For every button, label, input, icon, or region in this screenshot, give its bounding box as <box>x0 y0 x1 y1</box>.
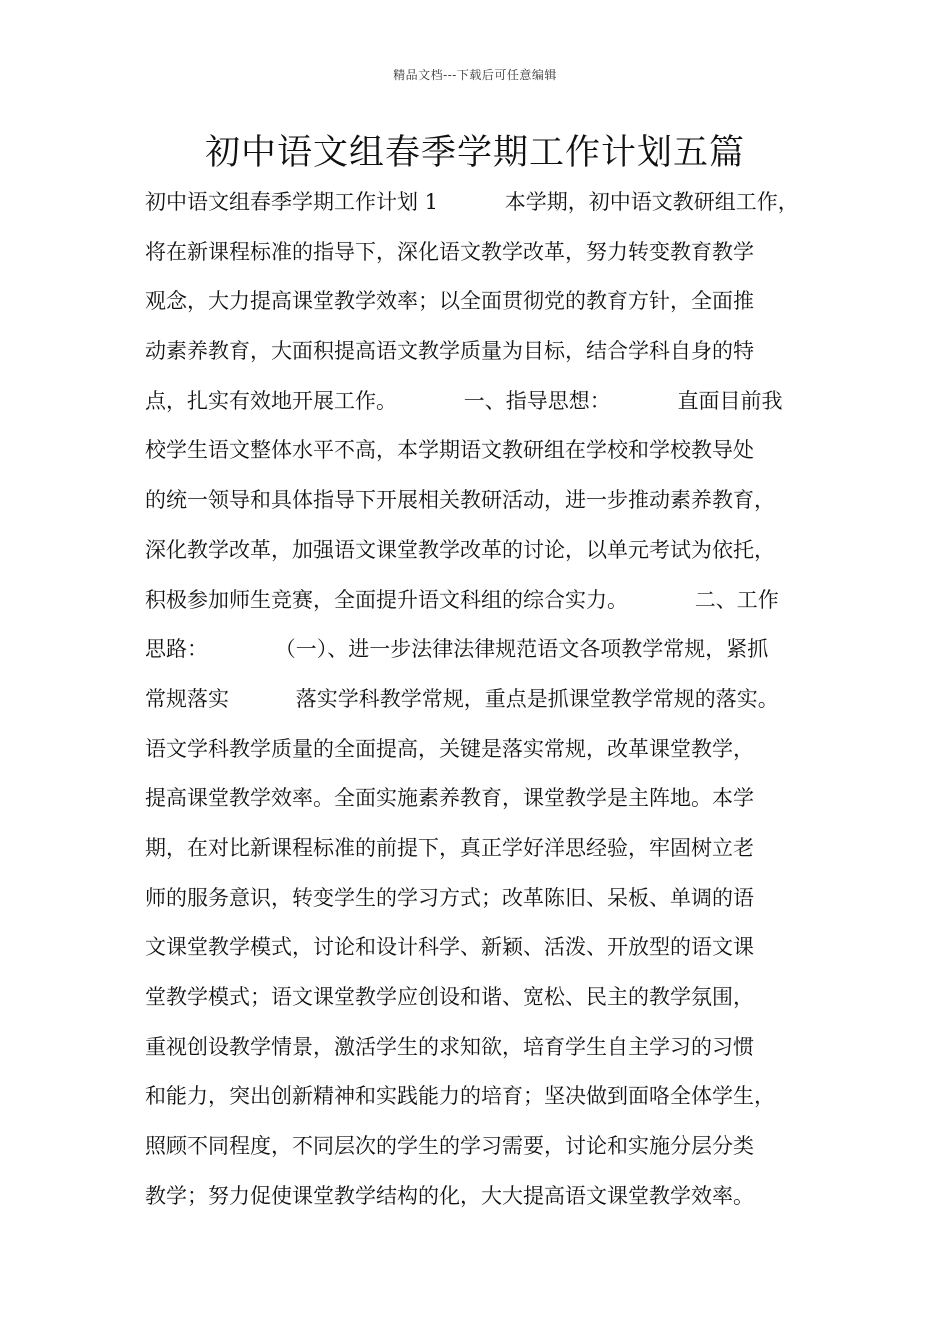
body-line: 照顾不同程度，不同层次的学生的学习需要，讨论和实施分层分类 <box>145 1134 754 1159</box>
body-line: 和能力，突出创新精神和实践能力的培育；坚决做到面咯全体学生， <box>145 1084 775 1109</box>
body-line: 文课堂教学模式，讨论和设计科学、新颖、活泼、开放型的语文课 <box>145 935 754 960</box>
body-line: 堂教学模式；语文课堂教学应创设和谐、宽松、民主的教学氛围， <box>145 985 754 1009</box>
body-line: 深化教学改革，加强语文课堂教学改革的讨论，以单元考试为依托， <box>145 537 775 562</box>
header-note: 精品文档---下载后可任意编辑 <box>393 68 557 82</box>
body-line: 观念，大力提高课堂教学效率；以全面贯彻党的教育方针，全面推 <box>145 289 754 314</box>
body-line: 的统一领导和具体指导下开展相关教研活动，进一步推动素养教育， <box>145 488 775 513</box>
body-line: 校学生语文整体水平不高，本学期语文教研组在学校和学校教导处 <box>145 438 754 463</box>
body-line: 初中语文组春季学期工作计划 1 本学期，初中语文教研组工作， <box>145 190 799 214</box>
body-line: 期，在对比新课程标准的前提下，真正学好洋思经验，牢固树立老 <box>145 835 754 860</box>
body-line: 提高课堂教学效率。全面实施素养教育，课堂教学是主阵地。本学 <box>145 786 754 811</box>
body-line: 动素养教育，大面积提高语文教学质量为目标，结合学科自身的特 <box>145 339 754 364</box>
body-line: 将在新课程标准的指导下，深化语文教学改革，努力转变教育教学 <box>145 239 754 264</box>
body-line: 思路： （一）、进一步法律法律规范语文各项教学常规，紧抓 <box>145 637 769 662</box>
body-line: 语文学科教学质量的全面提高，关键是落实常规，改革课堂教学， <box>145 736 754 761</box>
body-line: 常规落实 落实学科教学常规，重点是抓课堂教学常规的落实。 <box>145 686 779 711</box>
document-title: 初中语文组春季学期工作计划五篇 <box>204 133 745 173</box>
body-line: 点，扎实有效地开展工作。 一、指导思想： 直面目前我 <box>145 388 783 413</box>
body-line: 师的服务意识，转变学生的学习方式；改革陈旧、呆板、单调的语 <box>145 885 754 910</box>
body-line: 积极参加师生竞赛，全面提升语文科组的综合实力。 二、工作 <box>145 587 779 612</box>
document-body <box>145 178 825 1221</box>
body-line: 教学；努力促使课堂教学结构的化，大大提高语文课堂教学效率。 <box>145 1183 754 1208</box>
body-line: 重视创设教学情景，激活学生的求知欲，培育学生自主学习的习惯 <box>145 1034 754 1059</box>
